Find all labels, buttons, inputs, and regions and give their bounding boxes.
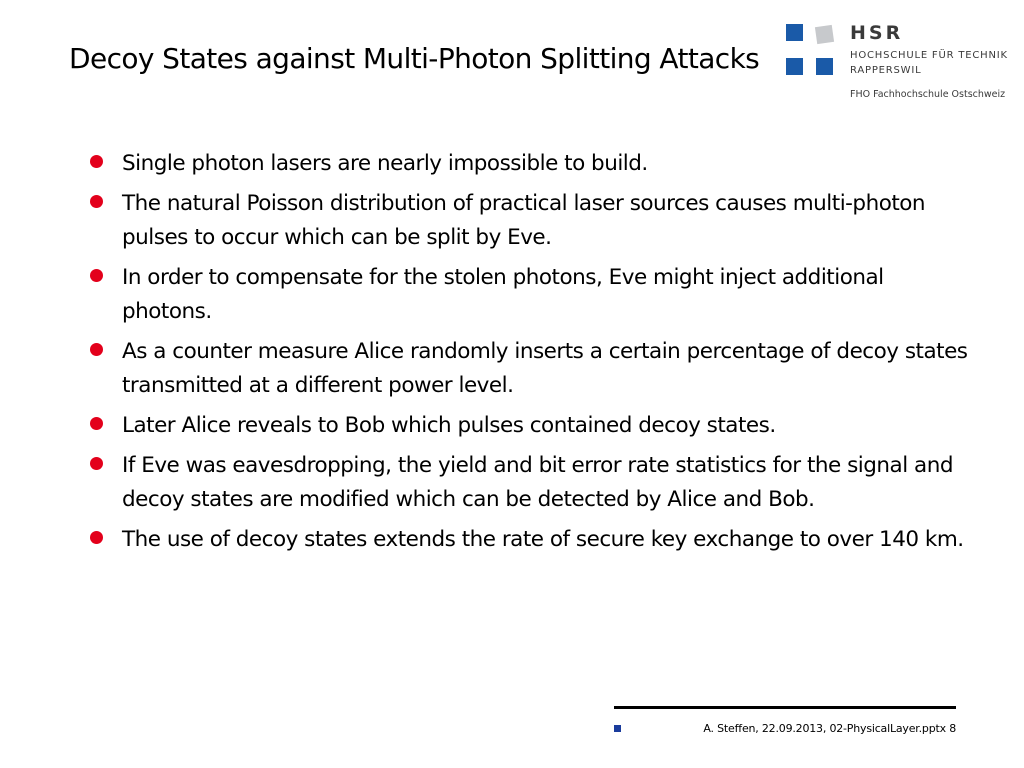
bullet-dot-icon — [90, 195, 103, 208]
bullet-text: In order to compensate for the stolen photons, Eve might inject additional photons. — [122, 265, 884, 324]
logo-name: HSR — [850, 22, 904, 44]
bullet-text: The natural Poisson distribution of practical laser sources causes multi-photon pulses to occur which can be split by Eve. — [122, 191, 926, 250]
bullet-dot-icon — [90, 269, 103, 282]
logo-subline: FHO Fachhochschule Ostschweiz — [850, 89, 1006, 100]
bullet-text: The use of decoy states extends the rate of secure key exchange to over 140 km. — [122, 527, 964, 552]
logo-squares-icon — [786, 24, 836, 76]
bullet-item — [90, 449, 970, 517]
bullet-dot-icon — [90, 417, 103, 430]
bullet-item — [90, 147, 970, 181]
bullet-item — [90, 523, 970, 557]
slide-title: Decoy States against Multi-Photon Splitting Attacks — [69, 42, 760, 75]
bullet-item — [90, 187, 970, 255]
bullet-text: Later Alice reveals to Bob which pulses contained decoy states. — [122, 413, 776, 438]
logo-line-1: HOCHSCHULE FÜR TECHNIK — [850, 50, 1008, 61]
footer-divider — [614, 706, 956, 709]
bullet-list — [90, 147, 970, 563]
bullet-item — [90, 261, 970, 329]
logo-square-blue-top-left — [786, 24, 803, 41]
logo-square-blue-bottom-right — [816, 58, 833, 75]
bullet-text: If Eve was eavesdropping, the yield and bit error rate statistics for the signal and decoy states are modified which can be detected by Alice and Bob. — [122, 453, 953, 512]
bullet-text: As a counter measure Alice randomly inserts a certain percentage of decoy states transmitted at a different power level. — [122, 339, 968, 398]
bullet-text: Single photon lasers are nearly impossible to build. — [122, 151, 648, 176]
bullet-dot-icon — [90, 531, 103, 544]
logo-square-blue-bottom-left — [786, 58, 803, 75]
footer-square-icon — [614, 725, 621, 732]
bullet-dot-icon — [90, 343, 103, 356]
bullet-item — [90, 409, 970, 443]
bullet-item — [90, 335, 970, 403]
bullet-dot-icon — [90, 457, 103, 470]
footer-text: A. Steffen, 22.09.2013, 02-PhysicalLayer.pptx 8 — [703, 722, 956, 735]
hsr-logo — [786, 24, 1016, 104]
logo-square-gray-top-right — [815, 25, 834, 44]
logo-line-2: RAPPERSWIL — [850, 65, 922, 76]
bullet-dot-icon — [90, 155, 103, 168]
